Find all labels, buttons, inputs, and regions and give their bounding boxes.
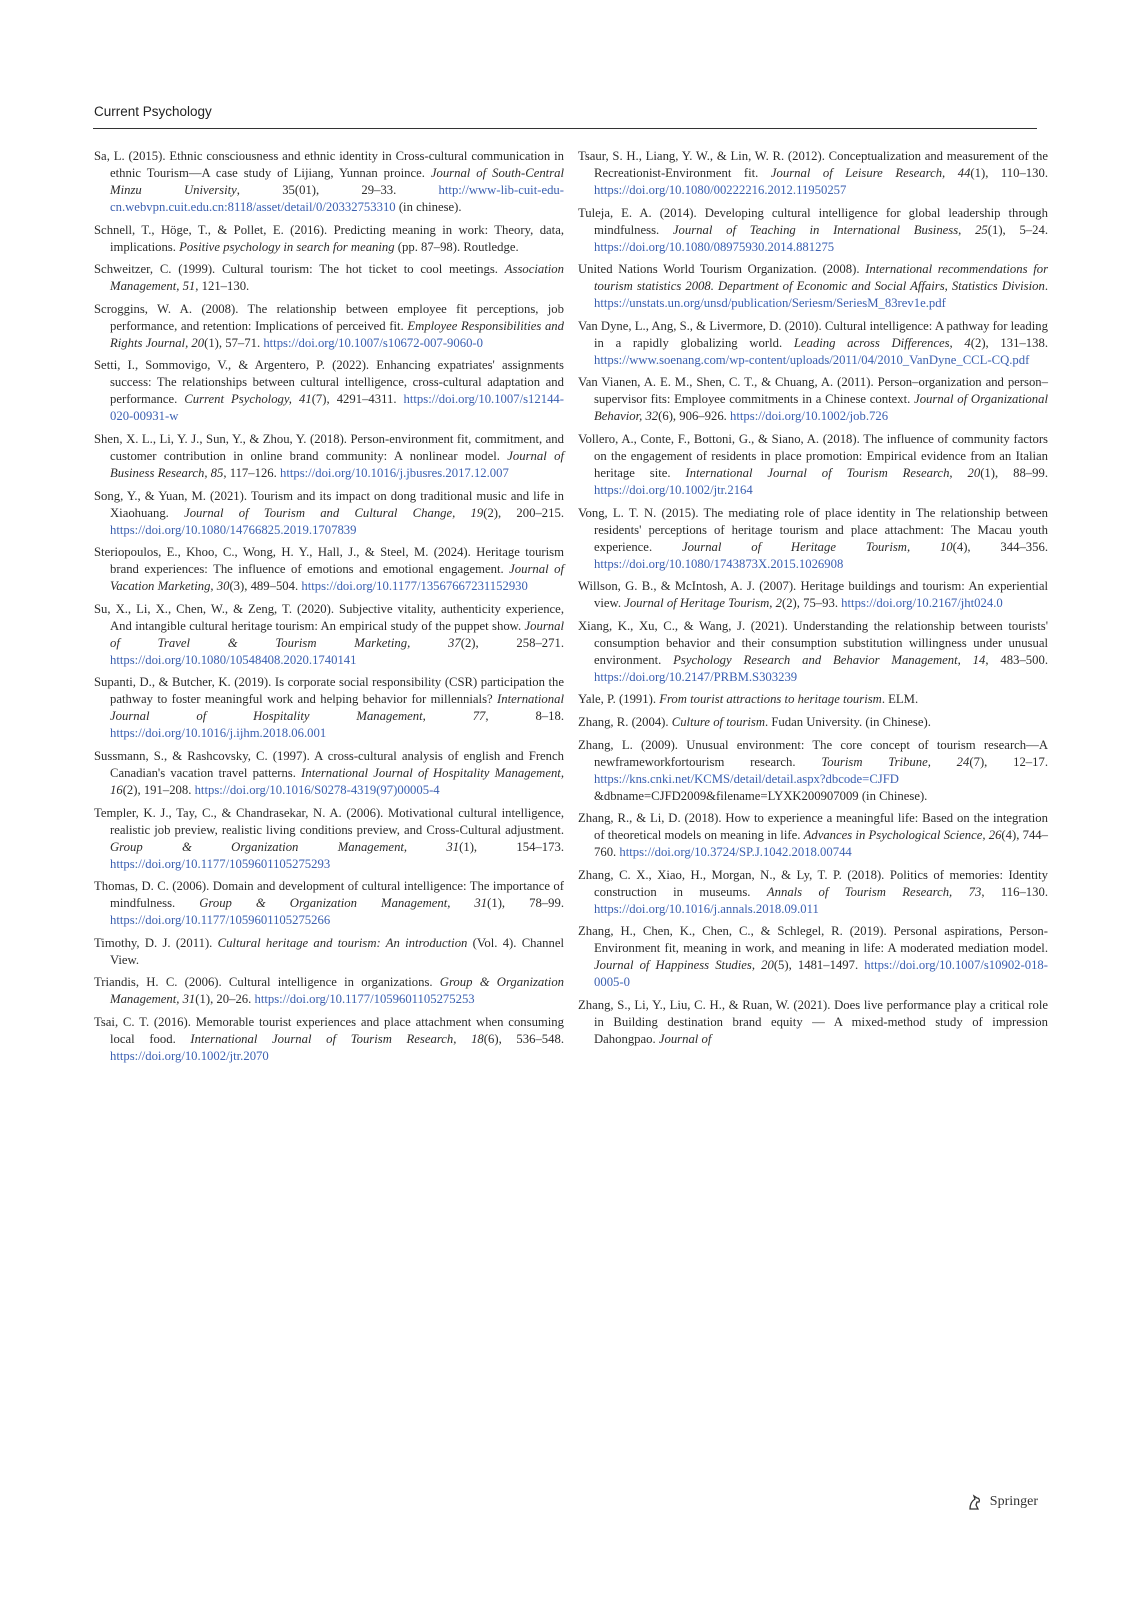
reference-link[interactable]: https://doi.org/10.1177/1059601105275253 (254, 992, 475, 1007)
reference-entry (578, 261, 1048, 312)
reference-entry (94, 148, 564, 216)
reference-text: . Fudan University. (in Chinese). (765, 714, 931, 729)
reference-link[interactable]: https://doi.org/10.1080/10548408.2020.1740141 (110, 652, 357, 667)
reference-source-title: Cultural heritage and tourism: An introduction (217, 935, 468, 950)
reference-link[interactable]: https://doi.org/10.2147/PRBM.S303239 (594, 669, 798, 684)
reference-entry (578, 374, 1048, 425)
reference-link[interactable]: https://www.soenang.com/wp-content/uploads/2011/04/2010_VanDyne_CCL-CQ.pdf (594, 352, 1030, 367)
reference-text: (2), 75–93. (781, 596, 842, 611)
reference-source-title: Journal of South-Central Minzu University (110, 166, 564, 197)
reference-text: (2), 131–138. (970, 335, 1049, 350)
header-rule (93, 128, 1037, 129)
reference-entry (578, 148, 1048, 199)
reference-source-title: Group & Organization Management, 31 (110, 839, 460, 854)
reference-entry (578, 714, 1048, 731)
reference-link[interactable]: https://doi.org/10.1016/S0278-4319(97)00005-4 (194, 782, 440, 797)
reference-source-title: International Journal of Tourism Research, 18 (190, 1031, 484, 1046)
reference-text: Thomas, D. C. (2006). Domain and development of cultural intelligence: The importance of mindfulness. (94, 879, 564, 911)
reference-text: Sussmann, S., & Rashcovsky, C. (1997). A cross-cultural analysis of english and French Canadian's vacation travel patterns. (94, 748, 564, 780)
reference-text: Sa, L. (2015). Ethnic consciousness and ethnic identity in Cross-cultural communication in ethnic Tourism—A case study of Lijiang, Yunnan proince. (94, 149, 564, 180)
reference-source-title: Leading across Differences, 4 (793, 335, 971, 350)
reference-text: (5), 1481–1497. (773, 958, 865, 973)
reference-text: Song, Y., & Yuan, M. (2021). Tourism and its impact on dong traditional music and life in Xiaohuang. (94, 488, 564, 520)
reference-source-title: Advances in Psychological Science, 26 (803, 828, 1002, 843)
reference-source-title: Journal of Heritage Tourism, 10 (681, 539, 953, 554)
running-header: Current Psychology (94, 104, 212, 119)
reference-text: , 121–130. (195, 279, 250, 294)
reference-text: (Vol. 4). Channel View. (110, 935, 564, 967)
reference-entry (94, 878, 564, 929)
reference-source-title: Association Management, 51 (110, 262, 564, 294)
reference-text: (2), 200–215. (483, 505, 564, 520)
reference-text: Templer, K. J., Tay, C., & Chandrasekar, N. A. (2006). Motivational cultural intelligence, realistic job preview, realistic living conditions preview, and Cross-Cultural adjustment. (94, 805, 564, 837)
reference-source-title: Journal of Leisure Research, 44 (770, 166, 971, 180)
reference-text: Tsai, C. T. (2016). Memorable tourist experiences and place attachment when consuming local food. (94, 1014, 564, 1046)
reference-source-title: Employee Responsibilities and Rights Journal, 20 (110, 318, 564, 350)
reference-link[interactable]: https://doi.org/10.1007/s12144-020-00931-w (110, 392, 564, 424)
reference-source-title: Journal of Organizational Behavior, 32 (594, 392, 1048, 424)
reference-text: (4), 744–760. (594, 828, 1048, 860)
reference-link[interactable]: https://doi.org/10.2167/jht024.0 (841, 596, 1003, 611)
reference-link[interactable]: https://unstats.un.org/unsd/publication/Seriesm/SeriesM_83rev1e.pdf (594, 296, 946, 311)
reference-entry (94, 301, 564, 352)
reference-entry (578, 431, 1048, 499)
reference-entry (578, 923, 1048, 991)
reference-link[interactable]: https://doi.org/10.1177/13567667231152930 (301, 579, 528, 594)
reference-text: Tuleja, E. A. (2014). Developing cultural intelligence for global leadership through mindfulness. (578, 205, 1048, 237)
reference-source-title: Group & Organization Management, 31 (199, 896, 488, 911)
reference-text: (7), 12–17. (969, 754, 1049, 769)
reference-link[interactable]: https://doi.org/10.1080/14766825.2019.1707839 (110, 522, 357, 537)
reference-link[interactable]: https://doi.org/10.1016/j.annals.2018.09.011 (594, 901, 819, 916)
reference-source-title: Journal of Heritage Tourism, 2 (624, 596, 782, 611)
reference-entry (578, 318, 1048, 369)
reference-source-title: Journal of (658, 1031, 712, 1046)
reference-text: Su, X., Li, X., Chen, W., & Zeng, T. (2020). Subjective vitality, authenticity experience, And intangible cultural heritage tourism: An empirical study of the puppet show. (94, 601, 564, 633)
reference-entry (94, 1014, 564, 1065)
reference-entry (578, 810, 1048, 861)
reference-link[interactable]: https://doi.org/10.1007/s10672-007-9060-0 (263, 335, 483, 350)
reference-text: Van Vianen, A. E. M., Shen, C. T., & Chuang, A. (2011). Person–organization and person–supervisor fits: Employee commitments in a Chinese context. (578, 375, 1048, 407)
reference-text: (1), 154–173. (459, 839, 564, 854)
reference-text: Timothy, D. J. (2011). (94, 935, 218, 950)
reference-text: Setti, I., Sommovigo, V., & Argentero, P. (2022). Enhancing expatriates' assignments success: The relationships between cultural intelligence, cross-cultural adaptation and performance. (94, 358, 564, 407)
reference-text: Zhang, L. (2009). Unusual environment: The core concept of tourism research—A newframeworkfortourism research. (578, 737, 1048, 769)
reference-link[interactable]: https://doi.org/10.1177/1059601105275266 (110, 913, 331, 928)
reference-source-title: International Journal of Tourism Research, 20 (685, 465, 981, 480)
reference-link[interactable]: https://doi.org/10.1080/08975930.2014.881275 (594, 239, 835, 254)
reference-link[interactable]: https://doi.org/10.3724/SP.J.1042.2018.00744 (619, 845, 852, 860)
reference-entry (94, 601, 564, 669)
reference-source-title: International Journal of Hospitality Management, 77 (110, 692, 564, 724)
reference-source-title: Group & Organization Management, 31 (110, 975, 565, 1007)
reference-source-title: Journal of Teaching in International Business, 25 (672, 222, 988, 237)
reference-entry (94, 748, 564, 799)
reference-text: Willson, G. B., & McIntosh, A. J. (2007). Heritage buildings and tourism: An experiential view. (578, 579, 1048, 611)
reference-source-title: Culture of tourism (671, 714, 766, 729)
reference-link[interactable]: https://doi.org/10.1016/j.jbusres.2017.12.007 (279, 465, 509, 480)
reference-text: , 483–500. (985, 652, 1048, 667)
reference-text: Vollero, A., Conte, F., Bottoni, G., & Siano, A. (2018). The influence of community factors on the engagement of residents in place promotion: Empirical evidence from an Italian heritage site. (578, 431, 1048, 480)
reference-link[interactable]: https://kns.cnki.net/KCMS/detail/detail.aspx?dbcode=CJFD (594, 771, 899, 786)
reference-text: (3), 489–504. (229, 579, 302, 594)
reference-text: (6), 906–926. (658, 409, 731, 424)
reference-entry (578, 578, 1048, 612)
reference-link[interactable]: https://doi.org/10.1177/1059601105275293 (110, 856, 331, 871)
reference-text: Schnell, T., Höge, T., & Pollet, E. (2016). Predicting meaning in work: Theory, data, implications. (94, 222, 564, 254)
reference-entry (94, 935, 564, 969)
reference-source-title: Tourism Tribune, 24 (821, 754, 970, 769)
reference-text: Van Dyne, L., Ang, S., & Livermore, D. (2010). Cultural intelligence: A pathway for leading in a rapidly globalizing world. (578, 318, 1048, 350)
reference-entry (578, 618, 1048, 686)
reference-text: (1), 57–71. (204, 335, 264, 350)
reference-entry (94, 431, 564, 482)
reference-entry (578, 997, 1048, 1048)
reference-text: (pp. 87–98). Routledge. (394, 239, 519, 254)
reference-text: , 117–126. (223, 465, 280, 480)
reference-entry (578, 867, 1048, 918)
references-column-left (94, 148, 564, 1071)
reference-text: Xiang, K., Xu, C., & Wang, J. (2021). Understanding the relationship between tourists' consumption behavior and their consumption substitution willingness under unusual environment. (578, 618, 1048, 667)
reference-text: (1), 88–99. (980, 465, 1048, 480)
reference-entry (94, 222, 564, 256)
reference-entry (94, 544, 564, 595)
reference-source-title: Current Psychology, 41 (184, 392, 312, 407)
reference-source-title: Psychology Research and Behavior Management, 14 (673, 652, 986, 667)
reference-entry (578, 691, 1048, 708)
reference-text: . (1044, 279, 1048, 294)
reference-entry (578, 505, 1048, 573)
publisher-name: Springer (989, 1494, 1038, 1509)
reference-link[interactable]: https://doi.org/10.1016/j.ijhm.2018.06.001 (110, 726, 327, 741)
reference-text: Zhang, C. X., Xiao, H., Morgan, N., & Ly, T. P. (2018). Politics of memories: Identity construction in museums. (578, 867, 1048, 899)
reference-text: (2), 191–208. (122, 782, 195, 797)
reference-text: &dbname=CJFD2009&filename=LYXK200907009 (in Chinese). (594, 788, 928, 803)
reference-text: Zhang, R., & Li, D. (2018). How to experience a meaningful life: Based on the integration of theoretical models on meaning in life. (578, 811, 1048, 843)
reference-text: Vong, L. T. N. (2015). The mediating role of place identity in The relationship between residents' perceptions of heritage tourism and place attachment: The Macau youth experience. (578, 505, 1048, 554)
reference-entry (578, 205, 1048, 256)
reference-source-title: From tourist attractions to heritage tourism (659, 692, 882, 707)
reference-source-title: Annals of Tourism Research, 73 (766, 884, 982, 899)
reference-text: United Nations World Tourism Organization. (2008). (578, 262, 866, 277)
reference-text: , 116–130. (981, 884, 1048, 899)
reference-link[interactable]: https://doi.org/10.1002/jtr.2164 (594, 482, 753, 497)
reference-text: (4), 344–356. (952, 539, 1048, 554)
reference-entry (578, 737, 1048, 805)
reference-text: . ELM. (881, 692, 919, 707)
reference-source-title: International Journal of Hospitality Management, 16 (110, 765, 565, 797)
reference-link[interactable]: http://www-lib-cuit-edu-cn.webvpn.cuit.edu.cn:8118/asset/detail/0/20332753310 (110, 183, 564, 214)
reference-source-title: Journal of Tourism and Cultural Change, 19 (184, 505, 484, 520)
reference-source-title: Journal of Travel & Tourism Marketing, 37 (110, 618, 564, 650)
reference-entry (94, 805, 564, 873)
reference-entry (94, 974, 564, 1008)
reference-text: Supanti, D., & Butcher, K. (2019). Is corporate social responsibility (CSR) participation the pathway to foster meaningful work and helping behavior for millennials? (94, 675, 564, 707)
reference-source-title: Journal of Business Research, 85 (110, 448, 564, 480)
reference-entry (94, 261, 564, 295)
reference-text: (1), 110–130. (970, 166, 1048, 180)
springer-horse-icon (966, 1493, 984, 1511)
reference-text: Schweitzer, C. (1999). Cultural tourism: The hot ticket to cool meetings. (94, 262, 505, 277)
reference-text: Zhang, H., Chen, K., Chen, C., & Schlegel, R. (2019). Personal aspirations, Person-Environment fit, meaning in work, and meaning in life: A moderated mediation model. (578, 924, 1048, 956)
reference-source-title: Positive psychology in search for meaning (179, 239, 395, 254)
reference-source-title: Journal of Happiness Studies, 20 (594, 958, 774, 973)
reference-text: (6), 536–548. (483, 1031, 564, 1046)
reference-entry (94, 488, 564, 539)
reference-link[interactable]: https://doi.org/10.1002/job.726 (730, 409, 889, 424)
reference-source-title: Journal of Vacation Marketing, 30 (110, 562, 565, 594)
reference-text: Tsaur, S. H., Liang, Y. W., & Lin, W. R. (2012). Conceptualization and measurement of the Recreationist-Environment fit. (578, 149, 1048, 180)
reference-text: , 8–18. (485, 709, 564, 724)
reference-link[interactable]: https://doi.org/10.1080/1743873X.2015.1026908 (594, 556, 844, 571)
reference-text: Zhang, R. (2004). (578, 714, 672, 729)
reference-text: Steriopoulos, E., Khoo, C., Wong, H. Y., Hall, J., & Steel, M. (2024). Heritage tourism brand experiences: The influence of emotions and emotional engagement. (94, 545, 564, 577)
reference-text: Zhang, S., Li, Y., Liu, C. H., & Ruan, W. (2021). Does live performance play a critical role in Building destination brand equity — A mixed-method study of impression Dahongpao. (578, 997, 1048, 1046)
reference-entry (94, 674, 564, 742)
reference-text: Shen, X. L., Li, Y. J., Sun, Y., & Zhou, Y. (2018). Person-environment fit, commitment, and customer contribution in online brand community: A nonlinear model. (94, 431, 564, 463)
reference-entry (94, 357, 564, 425)
reference-text: , 35(01), 29–33. (236, 183, 439, 197)
reference-text: Yale, P. (1991). (578, 692, 660, 707)
reference-text: (in chinese). (395, 200, 462, 214)
reference-text: (1), 20–26. (195, 992, 255, 1007)
reference-link[interactable]: https://doi.org/10.1002/jtr.2070 (110, 1048, 269, 1063)
reference-link[interactable]: https://doi.org/10.1080/00222216.2012.11950257 (594, 183, 847, 197)
reference-source-title: International recommendations for tourism statistics 2008. Department of Economic and Social Affairs, Statistics Division (594, 262, 1049, 294)
reference-text: (1), 78–99. (487, 896, 564, 911)
references-column-right (578, 148, 1048, 1054)
reference-text: Triandis, H. C. (2006). Cultural intelligence in organizations. (94, 975, 440, 990)
reference-text: (2), 258–271. (460, 635, 565, 650)
reference-link[interactable]: https://doi.org/10.1007/s10902-018-0005-0 (594, 958, 1048, 990)
reference-text: (1), 5–24. (987, 222, 1049, 237)
reference-text: Scroggins, W. A. (2008). The relationship between employee fit perceptions, job performance, and retention: Implications of perceived fit. (94, 301, 564, 333)
reference-text: (7), 4291–4311. (311, 392, 404, 407)
publisher-footer (966, 1493, 1038, 1511)
